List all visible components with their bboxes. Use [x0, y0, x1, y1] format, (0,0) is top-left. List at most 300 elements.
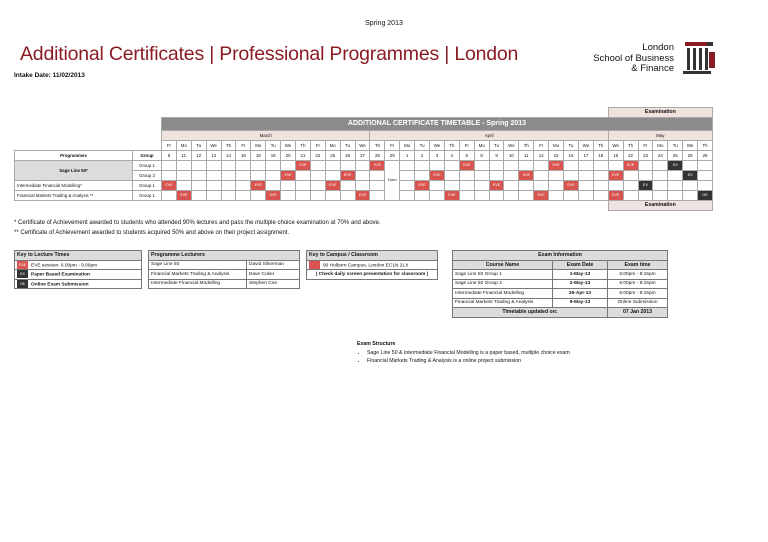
day-name: Fr [534, 141, 549, 151]
campus-key [306, 250, 438, 280]
structure-item: • Sage Line 50 & Intermediate Financial Modelling is a paper based, multiple choice exam [367, 349, 570, 358]
empty-slot [489, 161, 504, 171]
empty-slot [430, 191, 445, 201]
exam-structure [357, 340, 570, 366]
exam-session: EX [683, 171, 698, 181]
exam-course: Sage Line 50 Group 2 [453, 279, 553, 289]
day-name: Mo [474, 141, 489, 151]
spacer [15, 201, 609, 211]
programme-name: Intermediate Financial Modelling* [15, 181, 133, 191]
campus-address [307, 260, 438, 270]
table-row [15, 181, 713, 191]
empty-slot [683, 181, 698, 191]
empty-slot [668, 171, 683, 181]
empty-slot [191, 161, 206, 171]
empty-slot [340, 181, 355, 191]
group-header: Group [133, 151, 162, 161]
exam-date: 9-May-13 [553, 298, 608, 308]
date-cell: 14 [221, 151, 236, 161]
empty-slot [400, 191, 415, 201]
date-cell: 26 [340, 151, 355, 161]
empty-slot [221, 171, 236, 181]
date-cell: 17 [578, 151, 593, 161]
day-name: Tu [668, 141, 683, 151]
empty-slot [206, 161, 221, 171]
spacer [15, 108, 609, 118]
date-cell: 5 [459, 151, 474, 161]
key-lecture-times [14, 250, 142, 289]
empty-slot [430, 181, 445, 191]
programme-lecturers [148, 250, 300, 289]
day-name: We [504, 141, 519, 151]
empty-slot [325, 171, 340, 181]
empty-slot [474, 191, 489, 201]
day-name: We [578, 141, 593, 151]
empty-slot [221, 161, 236, 171]
date-cell: 4 [444, 151, 459, 161]
structure-item: • Financial Markets Trading & Analysis is a online project submission [367, 357, 570, 366]
empty-slot [266, 181, 281, 191]
date-cell: 22 [310, 151, 325, 161]
empty-slot [370, 181, 385, 191]
empty-slot [355, 181, 370, 191]
empty-slot [310, 191, 325, 201]
empty-slot [444, 161, 459, 171]
date-cell: 21 [296, 151, 311, 161]
exam-col-date: Exam Date [553, 260, 608, 270]
key-item-text: Online Exam Submission [31, 282, 89, 288]
empty-slot [310, 181, 325, 191]
eve-session: EVE [564, 181, 579, 191]
empty-slot [474, 161, 489, 171]
empty-slot [236, 181, 251, 191]
empty-slot [251, 191, 266, 201]
group-name: Group 1 [133, 161, 162, 171]
eve-swatch: EVE [18, 262, 27, 267]
day-name: Tu [266, 141, 281, 151]
empty-slot [683, 191, 698, 201]
empty-slot [504, 191, 519, 201]
date-cell: 25 [668, 151, 683, 161]
empty-slot [162, 191, 177, 201]
updated-label: Timetable updated on: [453, 308, 608, 318]
footnote: * Certificate of Achievement awarded to students who attended 90% lectures and pass the multiple choice examination at 70% and above. [14, 220, 381, 226]
empty-slot [236, 161, 251, 171]
empty-slot [653, 181, 668, 191]
empty-slot [623, 171, 638, 181]
group-name: Group 1 [133, 191, 162, 201]
day-name: Th [623, 141, 638, 151]
empty-slot [370, 191, 385, 201]
date-cell: 11 [176, 151, 191, 161]
exam-time: Online Submission [608, 298, 668, 308]
day-name: We [608, 141, 623, 151]
empty-slot [206, 191, 221, 201]
holiday-marker: Easter [385, 161, 400, 201]
table-row [453, 279, 668, 289]
empty-slot [296, 191, 311, 201]
programme-name: Financial Markets Trading & Analysis ** [15, 191, 133, 201]
examination-footer: Examination [608, 201, 712, 211]
empty-slot [593, 161, 608, 171]
day-name: Th [519, 141, 534, 151]
campus-title: Key to Campus / Classroom [307, 251, 438, 261]
empty-slot [638, 191, 653, 201]
empty-slot [281, 191, 296, 201]
day-name: Tu [415, 141, 430, 151]
day-name: Th [593, 141, 608, 151]
date-cell: 15 [236, 151, 251, 161]
empty-slot [638, 171, 653, 181]
empty-slot [578, 181, 593, 191]
empty-slot [444, 181, 459, 191]
date-cell: 12 [191, 151, 206, 161]
day-name: Tu [191, 141, 206, 151]
empty-slot [549, 181, 564, 191]
spacer [15, 141, 162, 151]
empty-slot [400, 161, 415, 171]
date-cell: 18 [593, 151, 608, 161]
empty-slot [638, 161, 653, 171]
date-cell: 25 [325, 151, 340, 161]
date-cell: 9 [489, 151, 504, 161]
day-name: Mo [325, 141, 340, 151]
day-name: Tu [564, 141, 579, 151]
empty-slot [400, 171, 415, 181]
empty-slot [698, 171, 713, 181]
empty-slot [400, 181, 415, 191]
date-cell: 11 [519, 151, 534, 161]
exam-course: Financial Markets Trading & Analysis [453, 298, 553, 308]
table-row [15, 161, 713, 171]
eve-session: EVE [340, 171, 355, 181]
lecturer-name: Stephen Coe [247, 279, 300, 289]
lecturer-name: David Silverman [247, 260, 300, 270]
day-name: Th [698, 141, 713, 151]
empty-slot [549, 171, 564, 181]
empty-slot [564, 161, 579, 171]
empty-slot [296, 181, 311, 191]
date-cell: 19 [266, 151, 281, 161]
day-name: Fr [385, 141, 400, 151]
date-cell: 24 [653, 151, 668, 161]
timetable-title: ADDITIONAL CERTIFICATE TIMETABLE - Spring 2013 [162, 118, 713, 131]
day-name: Mo [653, 141, 668, 151]
day-name: Mo [176, 141, 191, 151]
empty-slot [519, 161, 534, 171]
empty-slot [176, 181, 191, 191]
empty-slot [296, 171, 311, 181]
empty-slot [340, 191, 355, 201]
empty-slot [236, 191, 251, 201]
date-cell: 19 [608, 151, 623, 161]
date-cell: 16 [564, 151, 579, 161]
day-name: Fr [638, 141, 653, 151]
day-name: We [683, 141, 698, 151]
eve-session: EVE [296, 161, 311, 171]
examination-header: Examination [608, 108, 712, 118]
day-name: Tu [340, 141, 355, 151]
exam-information [452, 250, 668, 318]
date-cell: 26 [683, 151, 698, 161]
eve-session: EVE [534, 191, 549, 201]
day-name: Th [221, 141, 236, 151]
eve-session: EVE [430, 171, 445, 181]
empty-slot [504, 171, 519, 181]
date-cell: 22 [623, 151, 638, 161]
date-cell: 10 [504, 151, 519, 161]
exam-time: 6:00pm - 8:15pm [608, 270, 668, 280]
date-cell: 29 [385, 151, 400, 161]
date-cell: 15 [549, 151, 564, 161]
empty-slot [176, 161, 191, 171]
empty-slot [504, 181, 519, 191]
date-cell: 23 [638, 151, 653, 161]
programme-name: Sage Line 50* [15, 161, 133, 181]
empty-slot [340, 161, 355, 171]
date-cell: 18 [251, 151, 266, 161]
empty-slot [623, 191, 638, 201]
term-label: Spring 2013 [365, 20, 403, 27]
empty-slot [355, 161, 370, 171]
exam-col-time: Exam time [608, 260, 668, 270]
lecturer-name: Dave Coker [247, 270, 300, 280]
empty-slot [653, 171, 668, 181]
date-cell: 27 [355, 151, 370, 161]
day-name: Th [296, 141, 311, 151]
empty-slot [593, 191, 608, 201]
updated-value: 07 Jan 2013 [608, 308, 668, 318]
exam-info-title: Exam Information [453, 251, 668, 261]
empty-slot [281, 161, 296, 171]
month-may: May [608, 131, 712, 141]
spacer [15, 118, 162, 131]
exam-col-course: Course Name [453, 260, 553, 270]
empty-slot [593, 171, 608, 181]
empty-slot [668, 181, 683, 191]
empty-slot [430, 161, 445, 171]
empty-slot [474, 171, 489, 181]
empty-slot [608, 181, 623, 191]
empty-slot [266, 171, 281, 181]
eve-session: EVE [444, 191, 459, 201]
empty-slot [698, 181, 713, 191]
empty-slot [489, 171, 504, 181]
empty-slot [281, 181, 296, 191]
school-logo-text [578, 43, 674, 75]
eve-session: EVE [608, 171, 623, 181]
empty-slot [578, 191, 593, 201]
empty-slot [251, 171, 266, 181]
lecturer-programme: Sage Line 50 [149, 260, 247, 270]
day-name: We [355, 141, 370, 151]
empty-slot [534, 171, 549, 181]
day-name: We [430, 141, 445, 151]
eve-session: EVE [623, 161, 638, 171]
lecturer-programme: Intermediate Financial Modelling [149, 279, 247, 289]
date-cell: 12 [534, 151, 549, 161]
empty-slot [236, 171, 251, 181]
key-times-title: Key to Lecture Times [15, 251, 142, 261]
empty-slot [191, 181, 206, 191]
table-row [453, 298, 668, 308]
empty-slot [415, 161, 430, 171]
eve-session: EVE [251, 181, 266, 191]
empty-slot [608, 161, 623, 171]
exam-time: 6:00pm - 8:15pm [608, 279, 668, 289]
empty-slot [459, 191, 474, 201]
lecturers-title: Programme Lecturers [149, 251, 300, 261]
programmes-header: Programmes [15, 151, 133, 161]
online-exam: OE [698, 191, 713, 201]
month-april: April [370, 131, 608, 141]
eve-session: EVE [459, 161, 474, 171]
date-cell: 13 [206, 151, 221, 161]
school-logo-icon [679, 40, 719, 78]
date-cell: 28 [370, 151, 385, 161]
exam-date: 26-Apr-13 [553, 289, 608, 299]
empty-slot [176, 171, 191, 181]
empty-slot [191, 171, 206, 181]
page-title: Additional Certificates | Professional Programmes | London [20, 43, 519, 65]
empty-slot [668, 191, 683, 201]
empty-slot [459, 171, 474, 181]
month-march: March [162, 131, 370, 141]
empty-slot [325, 191, 340, 201]
eve-session: EVE [415, 181, 430, 191]
empty-slot [504, 161, 519, 171]
eve-session: EVE [370, 161, 385, 171]
exam-course: Intermediate Financial Modelling [453, 289, 553, 299]
empty-slot [162, 161, 177, 171]
timetable [14, 107, 713, 211]
empty-slot [221, 191, 236, 201]
empty-slot [578, 161, 593, 171]
day-name: Fr [236, 141, 251, 151]
day-name: Mo [400, 141, 415, 151]
empty-slot [564, 171, 579, 181]
logo-line: & Finance [631, 63, 674, 74]
empty-slot [474, 181, 489, 191]
key-item-ex [15, 270, 142, 280]
logo-line: School of Business [593, 52, 674, 64]
empty-slot [564, 191, 579, 201]
date-cell: 20 [281, 151, 296, 161]
empty-slot [549, 191, 564, 201]
empty-slot [415, 191, 430, 201]
date-cell: 3 [430, 151, 445, 161]
empty-slot [653, 191, 668, 201]
day-name: Mo [251, 141, 266, 151]
lecturer-programme: Financial Markets Trading & Analysis [149, 270, 247, 280]
key-item-eve [15, 260, 142, 270]
empty-slot [415, 171, 430, 181]
eve-session: EVE [176, 191, 191, 201]
date-cell: 1 [400, 151, 415, 161]
exam-time: 6:00pm - 8:15pm [608, 289, 668, 299]
eve-session: EVE [162, 181, 177, 191]
day-name: We [281, 141, 296, 151]
footnotes [14, 218, 381, 238]
ex-swatch: EX [17, 270, 28, 278]
empty-slot [683, 161, 698, 171]
day-name: Th [370, 141, 385, 151]
empty-slot [519, 181, 534, 191]
exam-date: 2-May-13 [553, 279, 608, 289]
empty-slot [459, 181, 474, 191]
structure-title: Exam Structure [357, 341, 396, 347]
day-name: Fr [459, 141, 474, 151]
campus-note: ( Check daily screen presentation for classroom ) [307, 270, 438, 280]
empty-slot [370, 171, 385, 181]
exam-session: EX [668, 161, 683, 171]
footnote: ** Certificate of Achievement awarded to students acquired 50% and above on their project assignment. [14, 230, 290, 236]
day-name: Tu [489, 141, 504, 151]
day-name: Fr [310, 141, 325, 151]
exam-date: 1-May-13 [553, 270, 608, 280]
empty-slot [623, 181, 638, 191]
empty-slot [266, 161, 281, 171]
empty-slot [534, 181, 549, 191]
empty-slot [444, 171, 459, 181]
group-name: Group 2 [133, 171, 162, 181]
empty-slot [489, 191, 504, 201]
exam-course: Sage Line 50 Group 1 [453, 270, 553, 280]
empty-slot [191, 191, 206, 201]
eve-session: EVE [325, 181, 340, 191]
table-row [453, 270, 668, 280]
eve-session: EVE [608, 191, 623, 201]
empty-slot [653, 161, 668, 171]
table-row [453, 289, 668, 299]
key-item-text: Paper Based Examination [31, 272, 90, 278]
exam-session: EX [638, 181, 653, 191]
empty-slot [206, 181, 221, 191]
oe-swatch: OE [17, 280, 28, 288]
eve-session: EVE [489, 181, 504, 191]
empty-slot [310, 161, 325, 171]
date-cell: 8 [474, 151, 489, 161]
empty-slot [698, 161, 713, 171]
eve-session: EVE [549, 161, 564, 171]
empty-slot [355, 171, 370, 181]
key-item-oe [15, 279, 142, 289]
empty-slot [251, 161, 266, 171]
date-cell: 29 [698, 151, 713, 161]
empty-slot [593, 181, 608, 191]
logo-line: London [642, 42, 674, 53]
eve-session: EVE [281, 171, 296, 181]
key-item-text: EVE session: 6.00pm - 9.00pm [31, 263, 98, 269]
eve-session: EVE [355, 191, 370, 201]
group-name: Group 1 [133, 181, 162, 191]
empty-slot [162, 171, 177, 181]
spacer [15, 131, 162, 141]
empty-slot [221, 181, 236, 191]
eve-session: EVE [266, 191, 281, 201]
empty-slot [534, 161, 549, 171]
day-name: Th [444, 141, 459, 151]
eve-session: EVE [519, 171, 534, 181]
empty-slot [206, 171, 221, 181]
empty-slot [310, 171, 325, 181]
empty-slot [578, 171, 593, 181]
empty-slot [325, 161, 340, 171]
table-row [15, 191, 713, 201]
campus-address-text: 90 Holborn Campus, London EC1N 2LX [323, 263, 409, 269]
empty-slot [519, 191, 534, 201]
day-name: Mo [549, 141, 564, 151]
